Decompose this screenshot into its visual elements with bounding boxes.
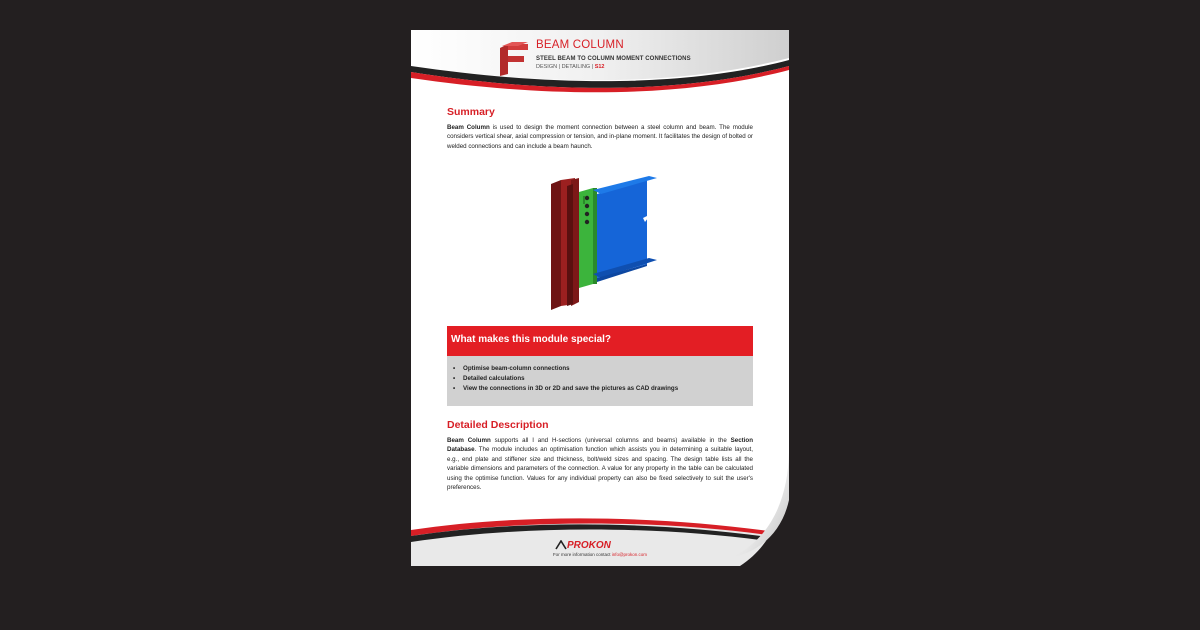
summary-text: Beam Column is used to design the moment connection between a steel column and beam. The module considers vertical shear, axial compression or tension, and in-plane moment. It facilitates the design of bolted or welded connections and can include a beam haunch. — [447, 124, 753, 150]
contact-email: info@prokon.com — [611, 552, 648, 557]
special-section-header — [447, 326, 753, 356]
connection-3d-illustration — [531, 174, 671, 314]
list-item: • Detailed calculations — [463, 374, 753, 384]
summary-heading: Summary — [447, 106, 495, 118]
beam-column-logo-icon — [498, 42, 530, 76]
column-flange-front — [551, 180, 561, 310]
module-code: S12 — [594, 64, 605, 70]
special-heading: What makes this module special? — [451, 334, 612, 345]
special-section-body — [447, 356, 753, 406]
list-item: • Optimise beam-column connections — [463, 364, 753, 374]
list-item: • View the connections in 3D or 2D and save the pictures as CAD drawings — [463, 384, 753, 394]
detailed-text: Beam Column supports all I and H-sections (universal columns and beams) available in the Section Database. The module includes an optimisation function which assists you in determining a suitable layout, e.g., end plate and stiffener size and thickness, bolt/weld sizes and spacing. The design table lists all the variable dimensions and parameters of the connection. A value for any property in the table can be calculated using the optimise function. Values for any individual property can also be fixed selectively to suit the user's preferences. — [447, 437, 753, 492]
prokon-logo-icon — [555, 540, 567, 550]
contact-line: For more information contact info@prokon.com — [552, 552, 648, 557]
end-plate — [579, 188, 593, 288]
prokon-logo: PROKON — [567, 540, 611, 551]
module-tags: DESIGN | DETAILING | S12 — [536, 64, 605, 70]
special-list — [447, 356, 753, 394]
detailed-heading: Detailed Description — [447, 419, 549, 431]
module-title: BEAM COLUMN — [536, 39, 624, 51]
page-curl — [700, 440, 800, 570]
module-subtitle: STEEL BEAM TO COLUMN MOMENT CONNECTIONS — [536, 56, 691, 62]
